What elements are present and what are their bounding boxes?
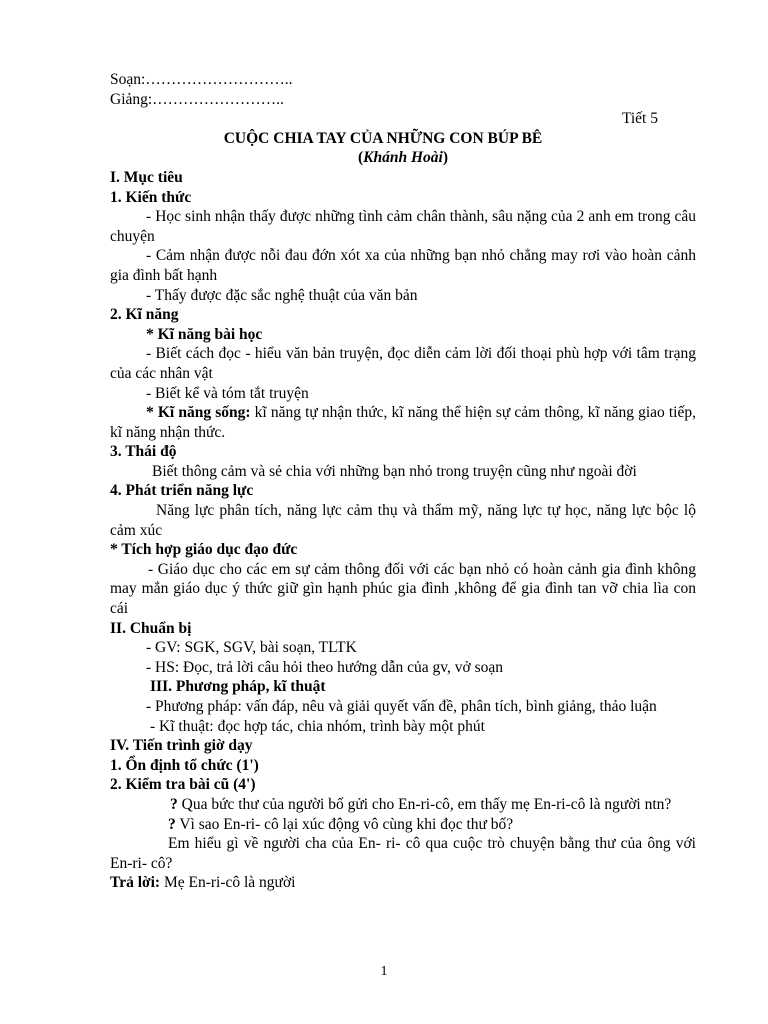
chuan-bi-gv: - GV: SGK, SGV, bài soạn, TLTK [146,639,357,657]
thai-do-text: Biết thông cảm và sẻ chia với những bạn nhỏ trong truyện cũng như ngoài đời [152,462,637,480]
soan-line: Soạn:……………………….. [110,71,293,88]
ki-nang-song-label: * Kĩ năng sống: [146,404,251,422]
document-title: CUỘC CHIA TAY CỦA NHỮNG CON BÚP BÊ [223,129,543,147]
dao-duc-heading: * Tích hợp giáo dục đạo đức [110,541,298,559]
question-2-mark: ? [168,815,176,833]
kien-thuc-item-1: - Học sinh nhận thấy được những tình cảm chân thành, sâu nặng của 2 anh em trong câu chuyện [110,208,696,245]
question-2-text: Vì sao En-ri- cô lại xúc động vô cùng khi đọc thư bố? [175,815,514,833]
ki-nang-bai-hoc-heading: * Kĩ năng bài học [146,325,263,343]
answer-line [110,873,696,893]
dao-duc-text: - Giáo dục cho các em sự cảm thông đối với các bạn nhỏ có hoàn cảnh gia đình không may mắn giáo dục ý thức giữ gìn hạnh phúc gia đình ,không để gia đình tan vỡ chia lìa con cái [110,560,696,618]
section-3-heading: III. Phương pháp, kĩ thuật [150,678,326,696]
page-number: 1 [380,964,388,979]
question-3: Em hiểu gì về người cha của En- ri- cô qua cuộc trò chuyện bằng thư của ông với En-ri- cô? [110,835,696,872]
author-line: (Khánh Hoài) [357,149,449,167]
author-name: Khánh Hoài [363,149,443,167]
kien-thuc-heading: 1. Kiến thức [110,188,192,206]
lesson-number: Tiết 5 [621,110,658,128]
answer-label: Trả lời: [110,874,161,892]
on-dinh-heading: 1. Ổn định tổ chức (1') [110,756,259,774]
ki-thuat: - Kĩ thuật: đọc hợp tác, chia nhóm, trình bày một phút [150,717,485,735]
section-2-heading: II. Chuẩn bị [110,619,192,637]
ki-nang-item-2: - Biết kể và tóm tắt truyện [146,384,309,402]
phuong-phap: - Phương pháp: vấn đáp, nêu và giải quyết vấn đề, phân tích, bình giảng, thảo luận [146,698,657,715]
question-1-mark: ? [170,795,178,813]
kien-thuc-item-3: - Thấy được đặc sắc nghệ thuật của văn bản [146,286,418,304]
section-4-heading: IV. Tiến trình giờ dạy [110,737,253,755]
ki-nang-song [110,403,696,442]
ki-nang-item-1: - Biết cách đọc - hiểu văn bản truyện, đọc diễn cảm lời đối thoại phù hợp với tâm trạng của các nhân vật [110,345,696,382]
question-1-text: Qua bức thư của người bố gửi cho En-ri-cô, em thấy mẹ En-ri-cô là người ntn? [177,795,672,813]
nang-luc-heading: 4. Phát triển năng lực [110,482,254,500]
kiem-tra-heading: 2. Kiểm tra bài cũ (4') [110,776,256,794]
question-2 [110,815,696,835]
answer-text: Mẹ En-ri-cô là người [160,874,296,892]
document-body [110,70,696,893]
thai-do-heading: 3. Thái độ [110,443,177,461]
giang-line: Giảng:…………………….. [110,90,284,108]
question-1 [110,795,696,815]
nang-luc-text: Năng lực phân tích, năng lực cảm thụ và thẩm mỹ, năng lực tự học, năng lực bộc lộ cảm xúc [110,502,696,539]
kien-thuc-item-2: - Cảm nhận được nỗi đau đớn xót xa của những bạn nhỏ chẳng may rơi vào hoàn cảnh gia đình bất hạnh [110,247,696,284]
section-1-heading: I. Mục tiêu [110,168,183,186]
chuan-bi-hs: - HS: Đọc, trả lời câu hỏi theo hướng dẫn của gv, vở soạn [146,658,503,676]
ki-nang-song-text: kĩ năng tự nhận thức, kĩ năng thể hiện sự cảm thông, kĩ năng giao tiếp, kĩ năng nhận thức. [110,404,696,441]
ki-nang-heading: 2. Kĩ năng [110,306,179,324]
